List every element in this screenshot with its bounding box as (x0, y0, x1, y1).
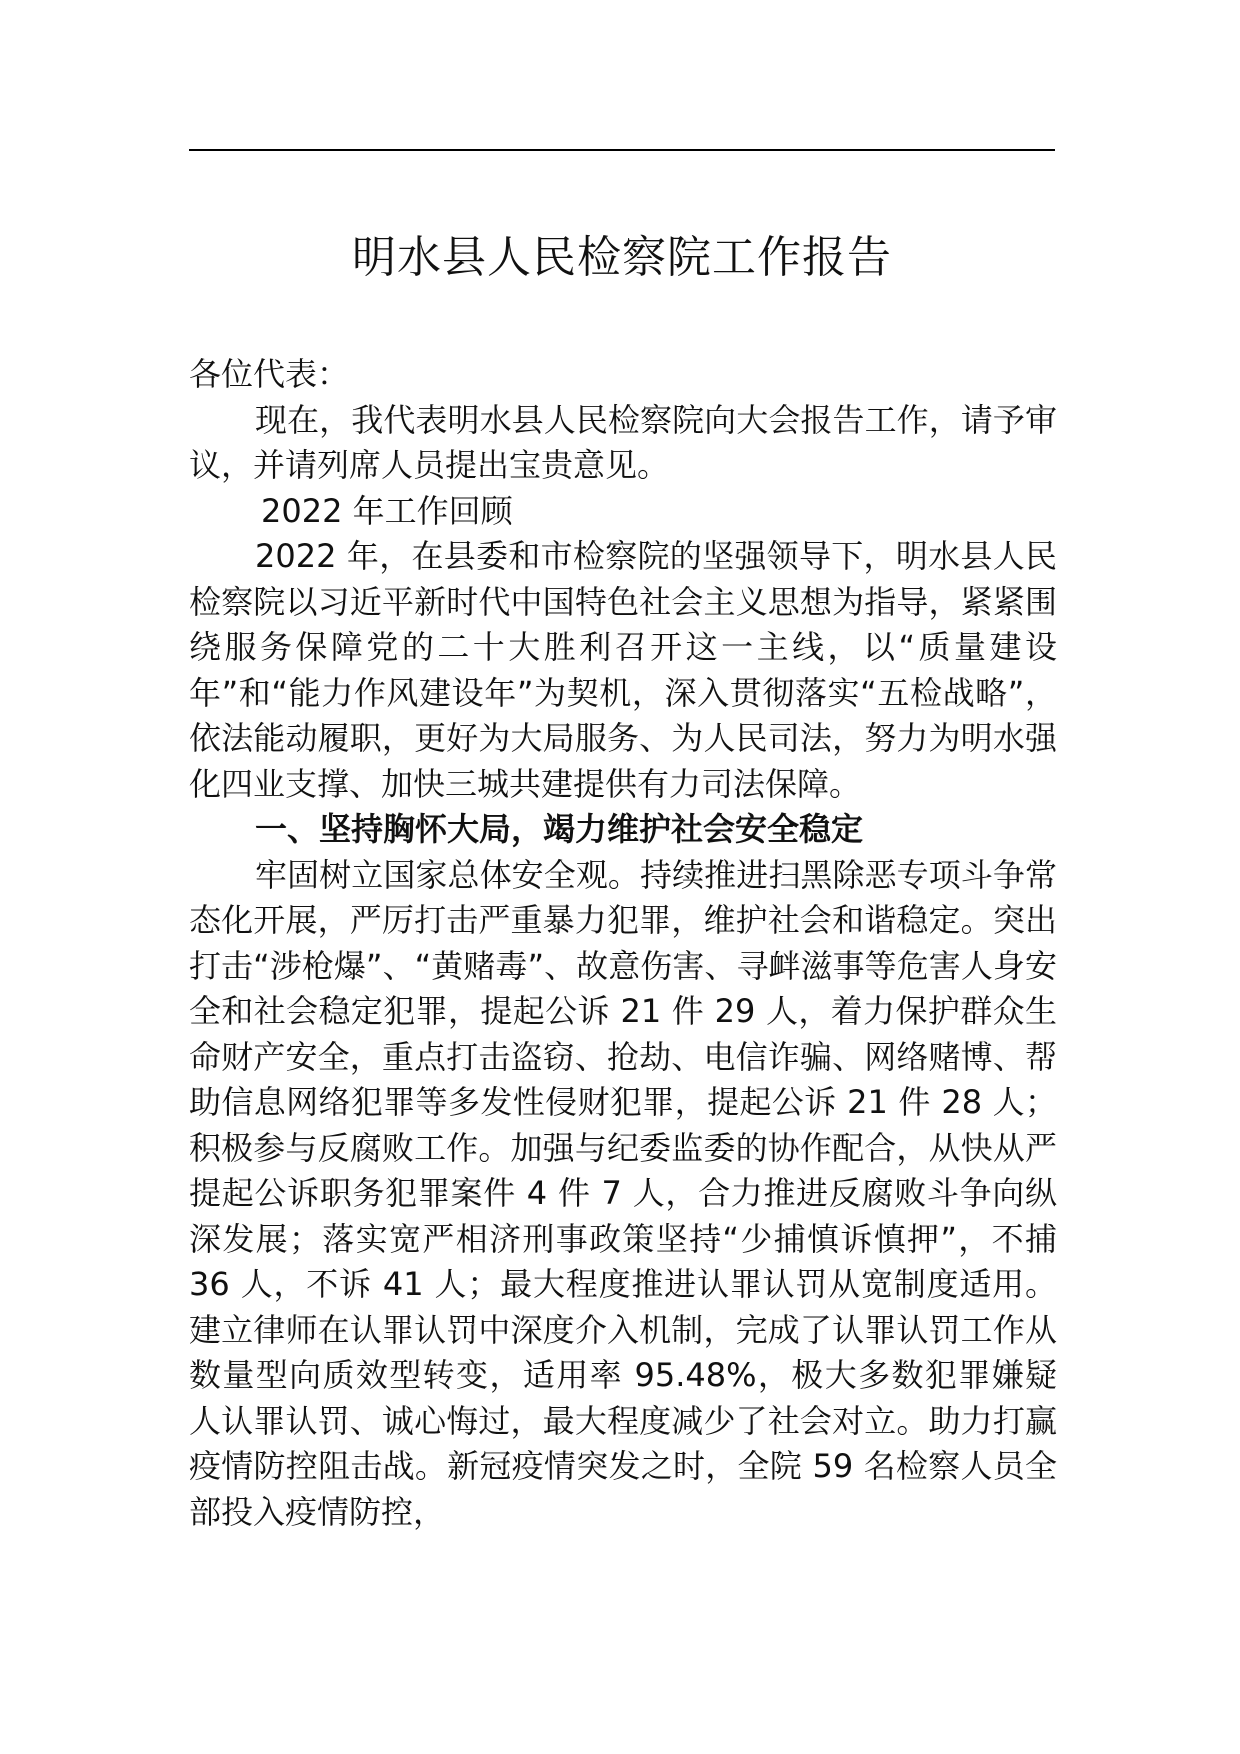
header-rule (189, 149, 1055, 151)
document-body (189, 352, 1057, 1535)
review-heading: 2022 年工作回顾 (261, 491, 513, 530)
section-1-body: 牢固树立国家总体安全观。持续推进扫黑除恶专项斗争常态化开展，严厉打击严重暴力犯罪，维护社会和谐稳定。突出打击“涉枪爆”、“黄赌毒”、故意伤害、寻衅滋事等危害人身安全和社会稳定犯罪，提起公诉 21 件 29 人，着力保护群众生命财产安全，重点打击盗窃、抢劫、电信诈骗、网络赌博、帮助信息网络犯罪等多发性侵财犯罪，提起公诉 21 件 28 人；积极参与反腐败工作。加强与纪委监委的协作配合，从快从严提起公诉职务犯罪案件 4 件 7 人，合力推进反腐败斗争向纵深发展；落实宽严相济刑事政策坚持“少捕慎诉慎押”，不捕 36 人，不诉 41 人；最大程度推进认罪认罚从宽制度适用。建立律师在认罪认罚中深度介入机制，完成了认罪认罚工作从数量型向质效型转变，适用率 95.48%，极大多数犯罪嫌疑人认罪认罚、诚心悔过，最大程度减少了社会对立。助力打赢疫情防控阻击战。新冠疫情突发之时，全院 59 名检察人员全部投入疫情防控， (189, 855, 1057, 1531)
overview-paragraph: 2022 年，在县委和市检察院的坚强领导下，明水县人民检察院以习近平新时代中国特色社会主义思想为指导，紧紧围绕服务保障党的二十大胜利召开这一主线，以“质量建设年”和“能力作风建设年”为契机，深入贯彻落实“五检战略”，依法能动履职，更好为大局服务、为人民司法，努力为明水强化四业支撑、加快三城共建提供有力司法保障。 (189, 537, 1057, 803)
document-title: 明水县人民检察院工作报告 (352, 232, 892, 283)
intro-paragraph: 现在，我代表明水县人民检察院向大会报告工作，请予审议，并请列席人员提出宝贵意见。 (189, 400, 1057, 484)
section-1-heading: 一、坚持胸怀大局，竭力维护社会安全稳定 (255, 810, 864, 848)
salutation: 各位代表： (189, 355, 350, 393)
